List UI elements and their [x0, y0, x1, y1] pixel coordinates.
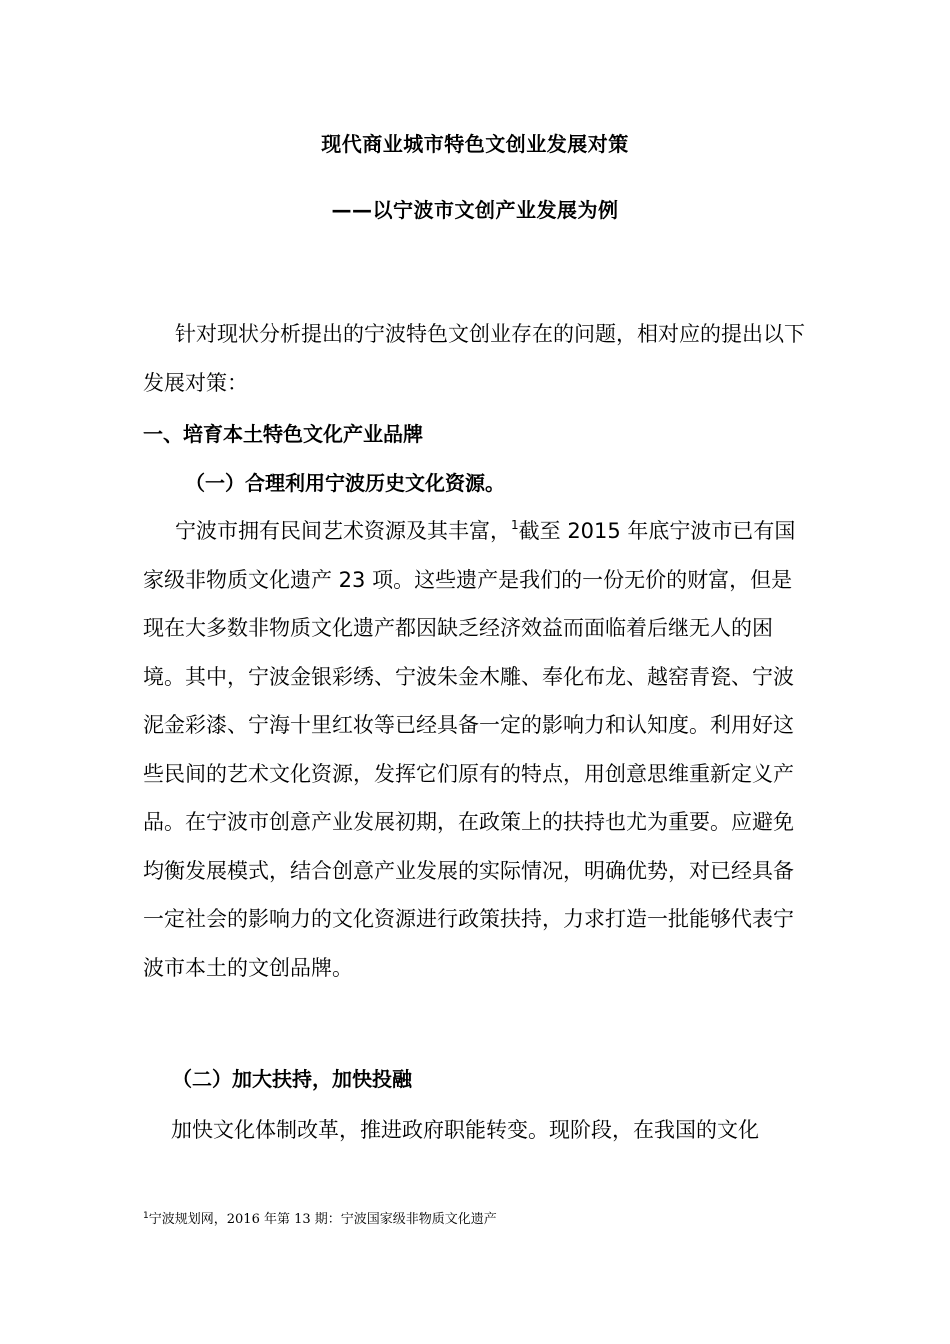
footnote-issue-number: 13 — [294, 1212, 311, 1227]
footnote-reference[interactable]: 1 — [511, 518, 519, 532]
section-heading-1: 一、培育本土特色文化产业品牌 — [143, 422, 423, 446]
footnote-text-topic: 期：宁波国家级非物质文化遗产 — [310, 1212, 497, 1227]
body-paragraph-2: 加快文化体制改革，推进政府职能转变。现阶段，在我国的文化 — [171, 1118, 759, 1142]
paragraph-text-main: 截至 2015 年底宁波市已有国家级非物质文化遗产 23 项。这些遗产是我们的一份无价的财富，但是现在大多数非物质文化遗产都因缺乏经济效益而面临着后继无人的困境。其中，宁波金银彩绣、宁波朱金木雕、奉化布龙、越窑青瓷、宁波泥金彩漆、宁海十里红妆等已经具备一定的影响力和认知度。利用好这些民间的艺术文化资源，发挥它们原有的特点，用创意思维重新定义产品。在宁波市创意产业发展初期，在政策上的扶持也尤为重要。应避免均衡发展模式，结合创意产业发展的实际情况，明确优势，对已经具备一定社会的影响力的文化资源进行政策扶持，力求打造一批能够代表宁波市本土的文创品牌。 — [143, 519, 796, 980]
footnote-text-issue-prefix: 年第 — [259, 1212, 295, 1227]
subsection-heading-2: （二）加大扶持，加快投融 — [172, 1067, 412, 1091]
paragraph-text-lead: 宁波市拥有民间艺术资源及其丰富， — [175, 519, 511, 543]
footnote-text-source: 宁波规划网， — [148, 1212, 227, 1227]
document-title: 现代商业城市特色文创业发展对策 — [321, 132, 629, 156]
intro-paragraph: 针对现状分析提出的宁波特色文创业存在的问题，相对应的提出以下发展对策： — [143, 322, 805, 395]
subsection-heading-1: （一）合理利用宁波历史文化资源。 — [185, 471, 505, 495]
body-paragraph-1 — [143, 507, 811, 992]
footnote-year: 2016 — [226, 1212, 260, 1227]
footnote — [143, 1210, 497, 1230]
footnote-mark: 1 — [143, 1211, 149, 1221]
document-subtitle: ——以宁波市文创产业发展为例 — [331, 198, 619, 222]
